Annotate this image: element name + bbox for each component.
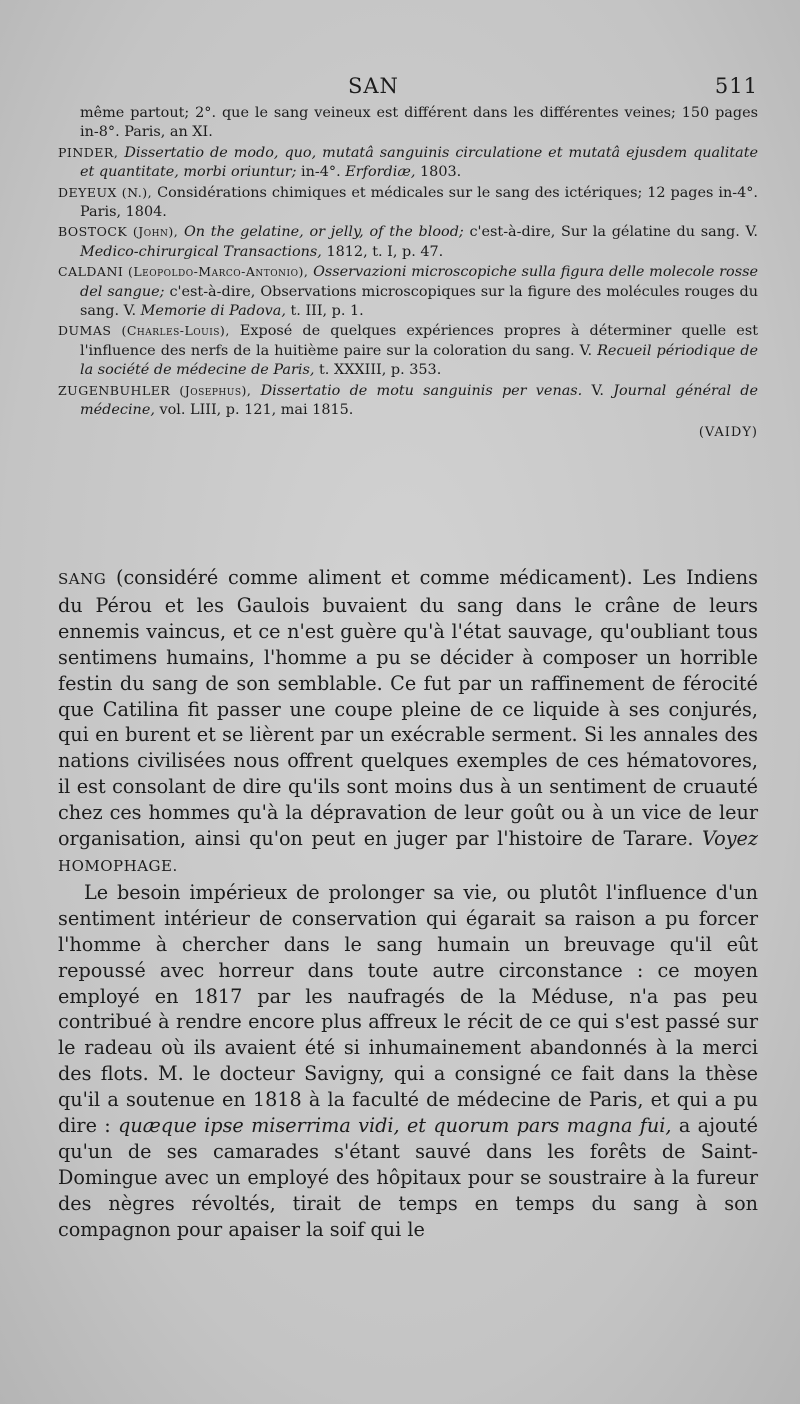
- entry-title: Osservazioni microscopiche sulla figura delle molecole rosse del sangue;: [80, 264, 759, 300]
- entry-title: Dissertatio de modo, quo, mutatâ sanguinis circulatione et mutatâ ejusdem qualitate et quantitate, morbi oriuntur;: [80, 144, 758, 181]
- article-headword: SANG: [58, 570, 107, 588]
- cross-reference: HOMOPHAGE.: [58, 856, 178, 875]
- bibliography-entry: BOSTOCK (John), On the gelatine, or jelly, of the blood; c'est-à-dire, Sur la gélatine du sang. V. Medico-chirurgical Transactions, 1812, t. I, p. 47.: [58, 224, 758, 260]
- bibliography-section: [58, 104, 758, 442]
- bibliography-entry: ZUGENBUHLER (Josephus), Dissertatio de motu sanguinis per venas. V. Journal général de médecine, vol. LIII, p. 121, mai 1815.: [58, 382, 759, 419]
- paragraph: Le besoin impérieux de prolonger sa vie, ou plutôt l'influence d'un sentiment intérieur de conservation qui égarait sa raison a pu forcer l'homme à chercher dans le sang humain un breuvage qu'il eût repoussé avec horreur dans toute autre circonstance : ce moyen employé en 1817 par les naufragés de la Méduse, n'a pas peu contribué à rendre encore plus affreux le récit de ce qui s'est passé sur le radeau où ils avaient été si inhumainement abandonnés à la merci des flots. M. le docteur Savigny, qui a consigné ce fait dans la thèse qu'il a soutenue en 1818 à la faculté de médecine de Paris, et qui a pu dire : quæque ipse miserrima vidi, et quorum pars magna fui, a ajouté qu'un de ses camarades s'étant sauvé dans les forêts de Saint-Domingue avec un employé des hôpitaux pour se soustraire à la fureur des nègres révoltés, tirait de temps en temps du sang à son compagnon pour apaiser la soif qui le: [58, 880, 758, 1241]
- entry-author: ZUGENBUHLER (Josephus),: [58, 382, 252, 398]
- paragraph: SANG (considéré comme aliment et comme médicament). Les Indiens du Pérou et les Gaulois buvaient du sang dans le crâne de leurs ennemis vaincus, et ce n'est guère qu'à l'état sauvage, qu'oubliant tous sentimens humains, l'homme a pu se décider à composer un horrible festin du sang de son semblable. Ce fut par un raffinement de férocité que Catilina fit passer une coupe pleine de ce liquide à ses conjurés, qui en burent et se lièrent par un exécrable serment. Si les annales des nations civilisées nous offrent quelques exemples de ces hématovores, il est consolant de dire qu'ils sont moins dus à un sentiment de cruauté chez ces hommes qu'à la dépravation de leur goût ou à un vice de leur organisation, ainsi qu'on peut en juger par l'histoire de Tarare. Voyez HOMOPHAGE.: [58, 566, 758, 875]
- entry-title: On the gelatine, or jelly, of the blood;: [183, 224, 464, 241]
- bibliography-entry: PINDER, Dissertatio de modo, quo, mutatâ sanguinis circulatione et mutatâ ejusdem qualitate et quantitate, morbi oriuntur; in-4°. Erfordiæ, 1803.: [58, 144, 758, 181]
- article-body: [58, 565, 758, 1243]
- entry-author: DEYEUX (N.),: [58, 184, 153, 200]
- latin-quote: quæque ipse miserrima vidi, et quorum pars magna fui,: [118, 1114, 672, 1138]
- bibliography-entry: même partout; 2°. que le sang veineux est différent dans les différentes veines; 150 pages in-8°. Paris, an XI.: [80, 105, 758, 141]
- entry-author: CALDANI (Leopoldo-Marco-Antonio),: [58, 264, 309, 280]
- bibliography-entry: DEYEUX (N.), Considérations chimiques et médicales sur le sang des ictériques; 12 pages in-4°. Paris, 1804.: [58, 184, 759, 221]
- running-title: SAN: [348, 74, 399, 98]
- page-number: 511: [714, 74, 758, 98]
- entry-author: PINDER,: [58, 144, 119, 160]
- running-header: [58, 74, 758, 104]
- entry-title: Dissertatio de motu sanguinis per venas.: [260, 382, 583, 399]
- entry-author: DUMAS (Charles-Louis),: [58, 323, 230, 339]
- bibliography-entry: DUMAS (Charles-Louis), Exposé de quelques expériences propres à déterminer quelle est l'influence des nerfs de la huitième paire sur la coloration du sang. V. Recueil périodique de la société de médecine de Paris, t. XXXIII, p. 353.: [58, 323, 758, 379]
- bibliography-entry: CALDANI (Leopoldo-Marco-Antonio), Osservazioni microscopiche sulla figura delle molecole rosse del sangue; c'est-à-dire, Observations microscopiques sur la figure des molécules rouges du sang. V. Memorie di Padova, t. III, p. 1.: [58, 264, 759, 320]
- entry-author: BOSTOCK (John),: [58, 224, 179, 240]
- author-signature: (VAIDY): [698, 424, 758, 440]
